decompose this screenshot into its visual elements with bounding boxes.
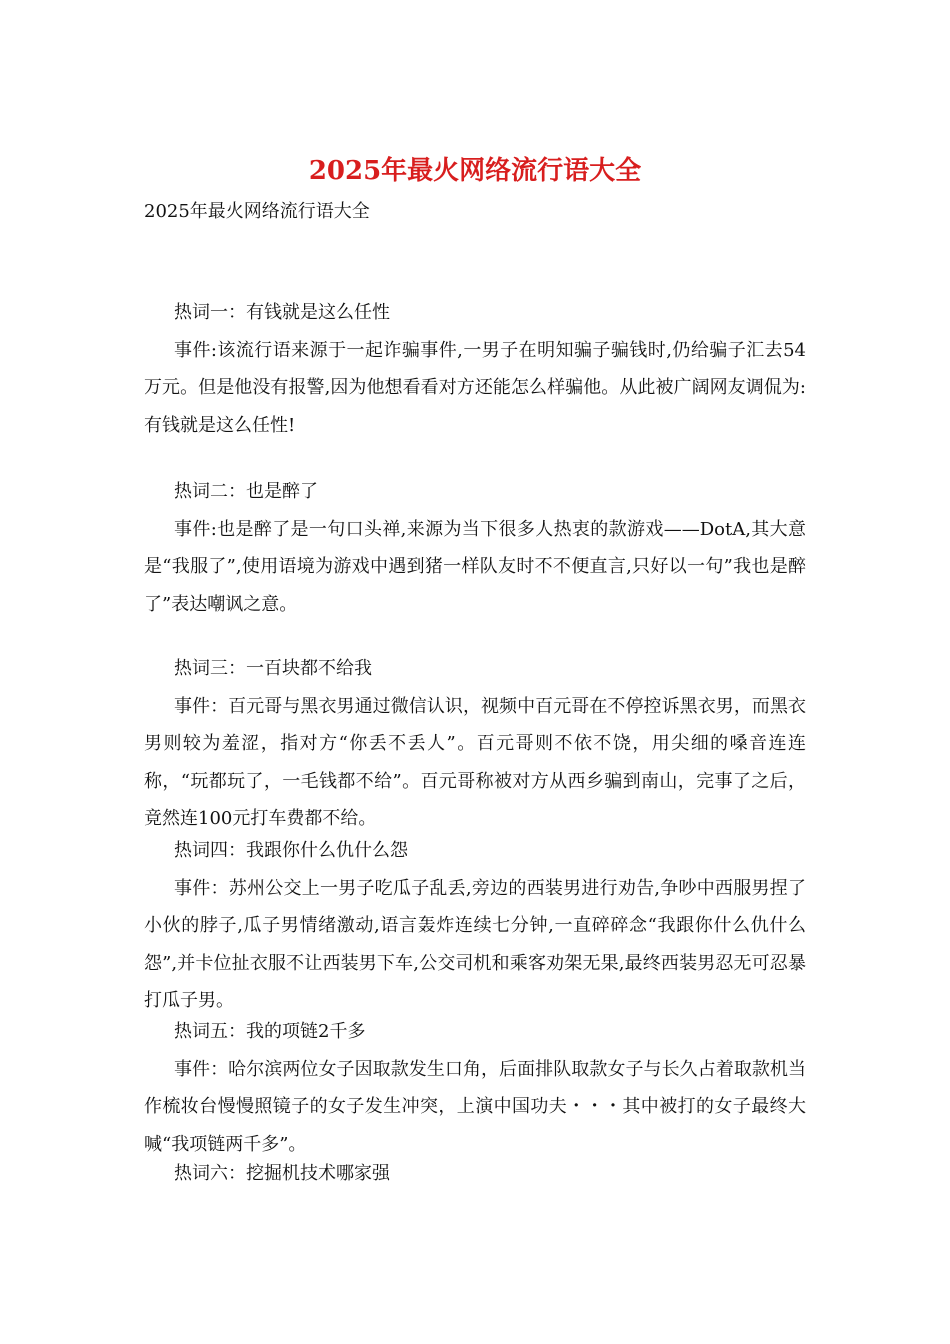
section-event: 事件：百元哥与黑衣男通过微信认识，视频中百元哥在不停控诉黑衣男，而黑衣男则较为羞涩，指对方“你丢不丢人”。百元哥则不依不饶，用尖细的嗓音连连称，“玩都玩了，一毛钱都不给”。百元哥称被对方从西乡骗到南山，完事了之后，竟然连100元打车费都不给。 — [144, 695, 806, 829]
section-heading: 热词五：我的项链2千多 — [174, 1021, 366, 1042]
section-heading: 热词一：有钱就是这么任性 — [174, 302, 390, 323]
document-title: 2025年最火网络流行语大全 — [308, 156, 642, 186]
section-2 — [144, 473, 806, 623]
section-3 — [144, 650, 806, 838]
section-1 — [144, 294, 806, 444]
document-subtitle: 2025年最火网络流行语大全 — [144, 201, 370, 222]
section-heading: 热词三：一百块都不给我 — [174, 658, 372, 679]
section-6 — [144, 1155, 806, 1193]
section-5 — [144, 1013, 806, 1163]
section-event: 事件:该流行语来源于一起诈骗事件,一男子在明知骗子骗钱时,仍给骗子汇去54万元。但是他没有报警,因为他想看看对方还能怎么样骗他。从此被广阔网友调侃为:有钱就是这么任性! — [144, 339, 806, 436]
section-heading: 热词四：我跟你什么仇什么怨 — [174, 840, 408, 861]
section-event: 事件：哈尔滨两位女子因取款发生口角，后面排队取款女子与长久占着取款机当作梳妆台慢慢照镜子的女子发生冲突，上演中国功夫・・・其中被打的女子最终大喊“我项链两千多”。 — [144, 1058, 806, 1155]
section-event: 事件：苏州公交上一男子吃瓜子乱丢,旁边的西装男进行劝告,争吵中西服男捏了小伙的脖子,瓜子男情绪激动,语言轰炸连续七分钟,一直碎碎念“我跟你什么仇什么怨”,并卡位扯衣服不让西装男下车,公交司机和乘客劝架无果,最终西装男忍无可忍暴打瓜子男。 — [144, 877, 806, 1011]
section-heading: 热词六：挖掘机技术哪家强 — [174, 1163, 390, 1184]
section-heading: 热词二：也是醉了 — [174, 481, 318, 502]
section-event: 事件:也是醉了是一句口头禅,来源为当下很多人热衷的款游戏——DotA,其大意是“我服了”,使用语境为游戏中遇到猪一样队友时不不便直言,只好以一句”我也是醉了”表达嘲讽之意。 — [144, 518, 806, 615]
section-4 — [144, 832, 806, 1020]
